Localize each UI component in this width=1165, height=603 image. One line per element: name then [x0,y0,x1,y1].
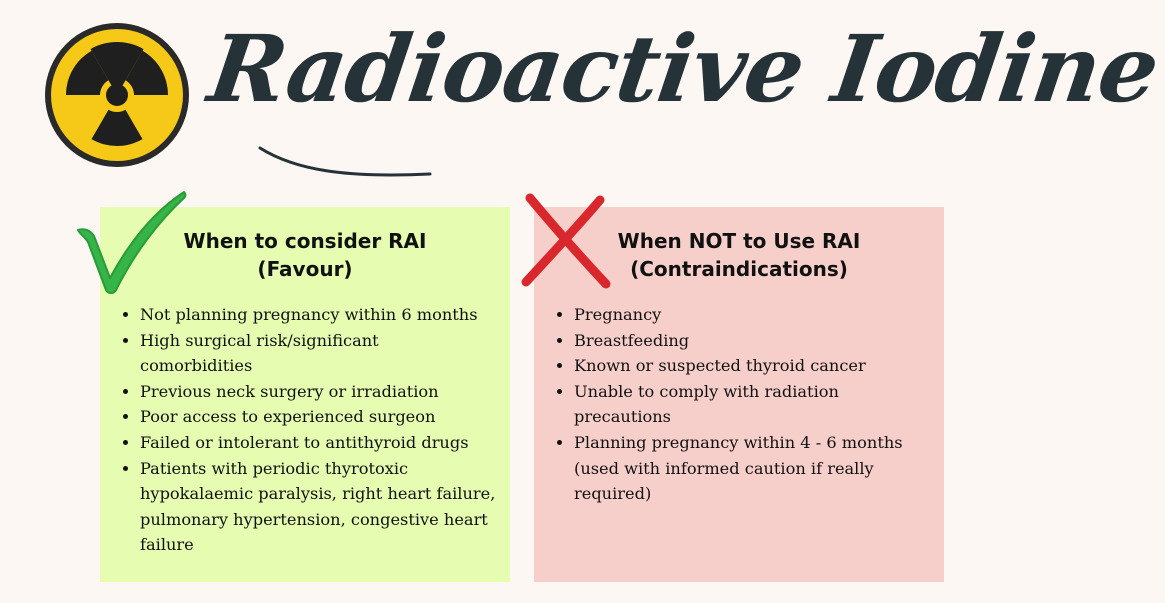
list-item: • Failed or intolerant to antithyroid drugs [140,430,496,456]
checkmark-icon [70,186,190,298]
list-item: • Known or suspected thyroid cancer [574,353,930,379]
list-item: • Unable to comply with radiation precautions [574,379,930,430]
favour-list [118,302,496,558]
cross-icon [520,192,612,288]
contra-heading-line2: (Contraindications) [630,257,848,281]
radiation-hazard-icon [42,20,192,170]
page-title: Radioactive Iodine [202,15,1165,123]
list-item: • Not planning pregnancy within 6 months [140,302,496,328]
list-item: • Patients with periodic thyrotoxic hypokalaemic paralysis, right heart failure, pulmonary hypertension, congestive heart failure [140,456,496,558]
list-item: • High surgical risk/significant comorbidities [140,328,496,379]
favour-heading-line1: When to consider RAI [183,229,427,253]
list-item: • Poor access to experienced surgeon [140,404,496,430]
favour-heading-line2: (Favour) [257,257,353,281]
list-item: • Previous neck surgery or irradiation [140,379,496,405]
title-flourish [255,140,435,180]
list-item: • Pregnancy [574,302,930,328]
list-item: • Breastfeeding [574,328,930,354]
list-item: • Planning pregnancy within 4 - 6 months (used with informed caution if really required) [574,430,930,507]
contra-list [552,302,930,507]
contra-heading-line1: When NOT to Use RAI [617,229,861,253]
